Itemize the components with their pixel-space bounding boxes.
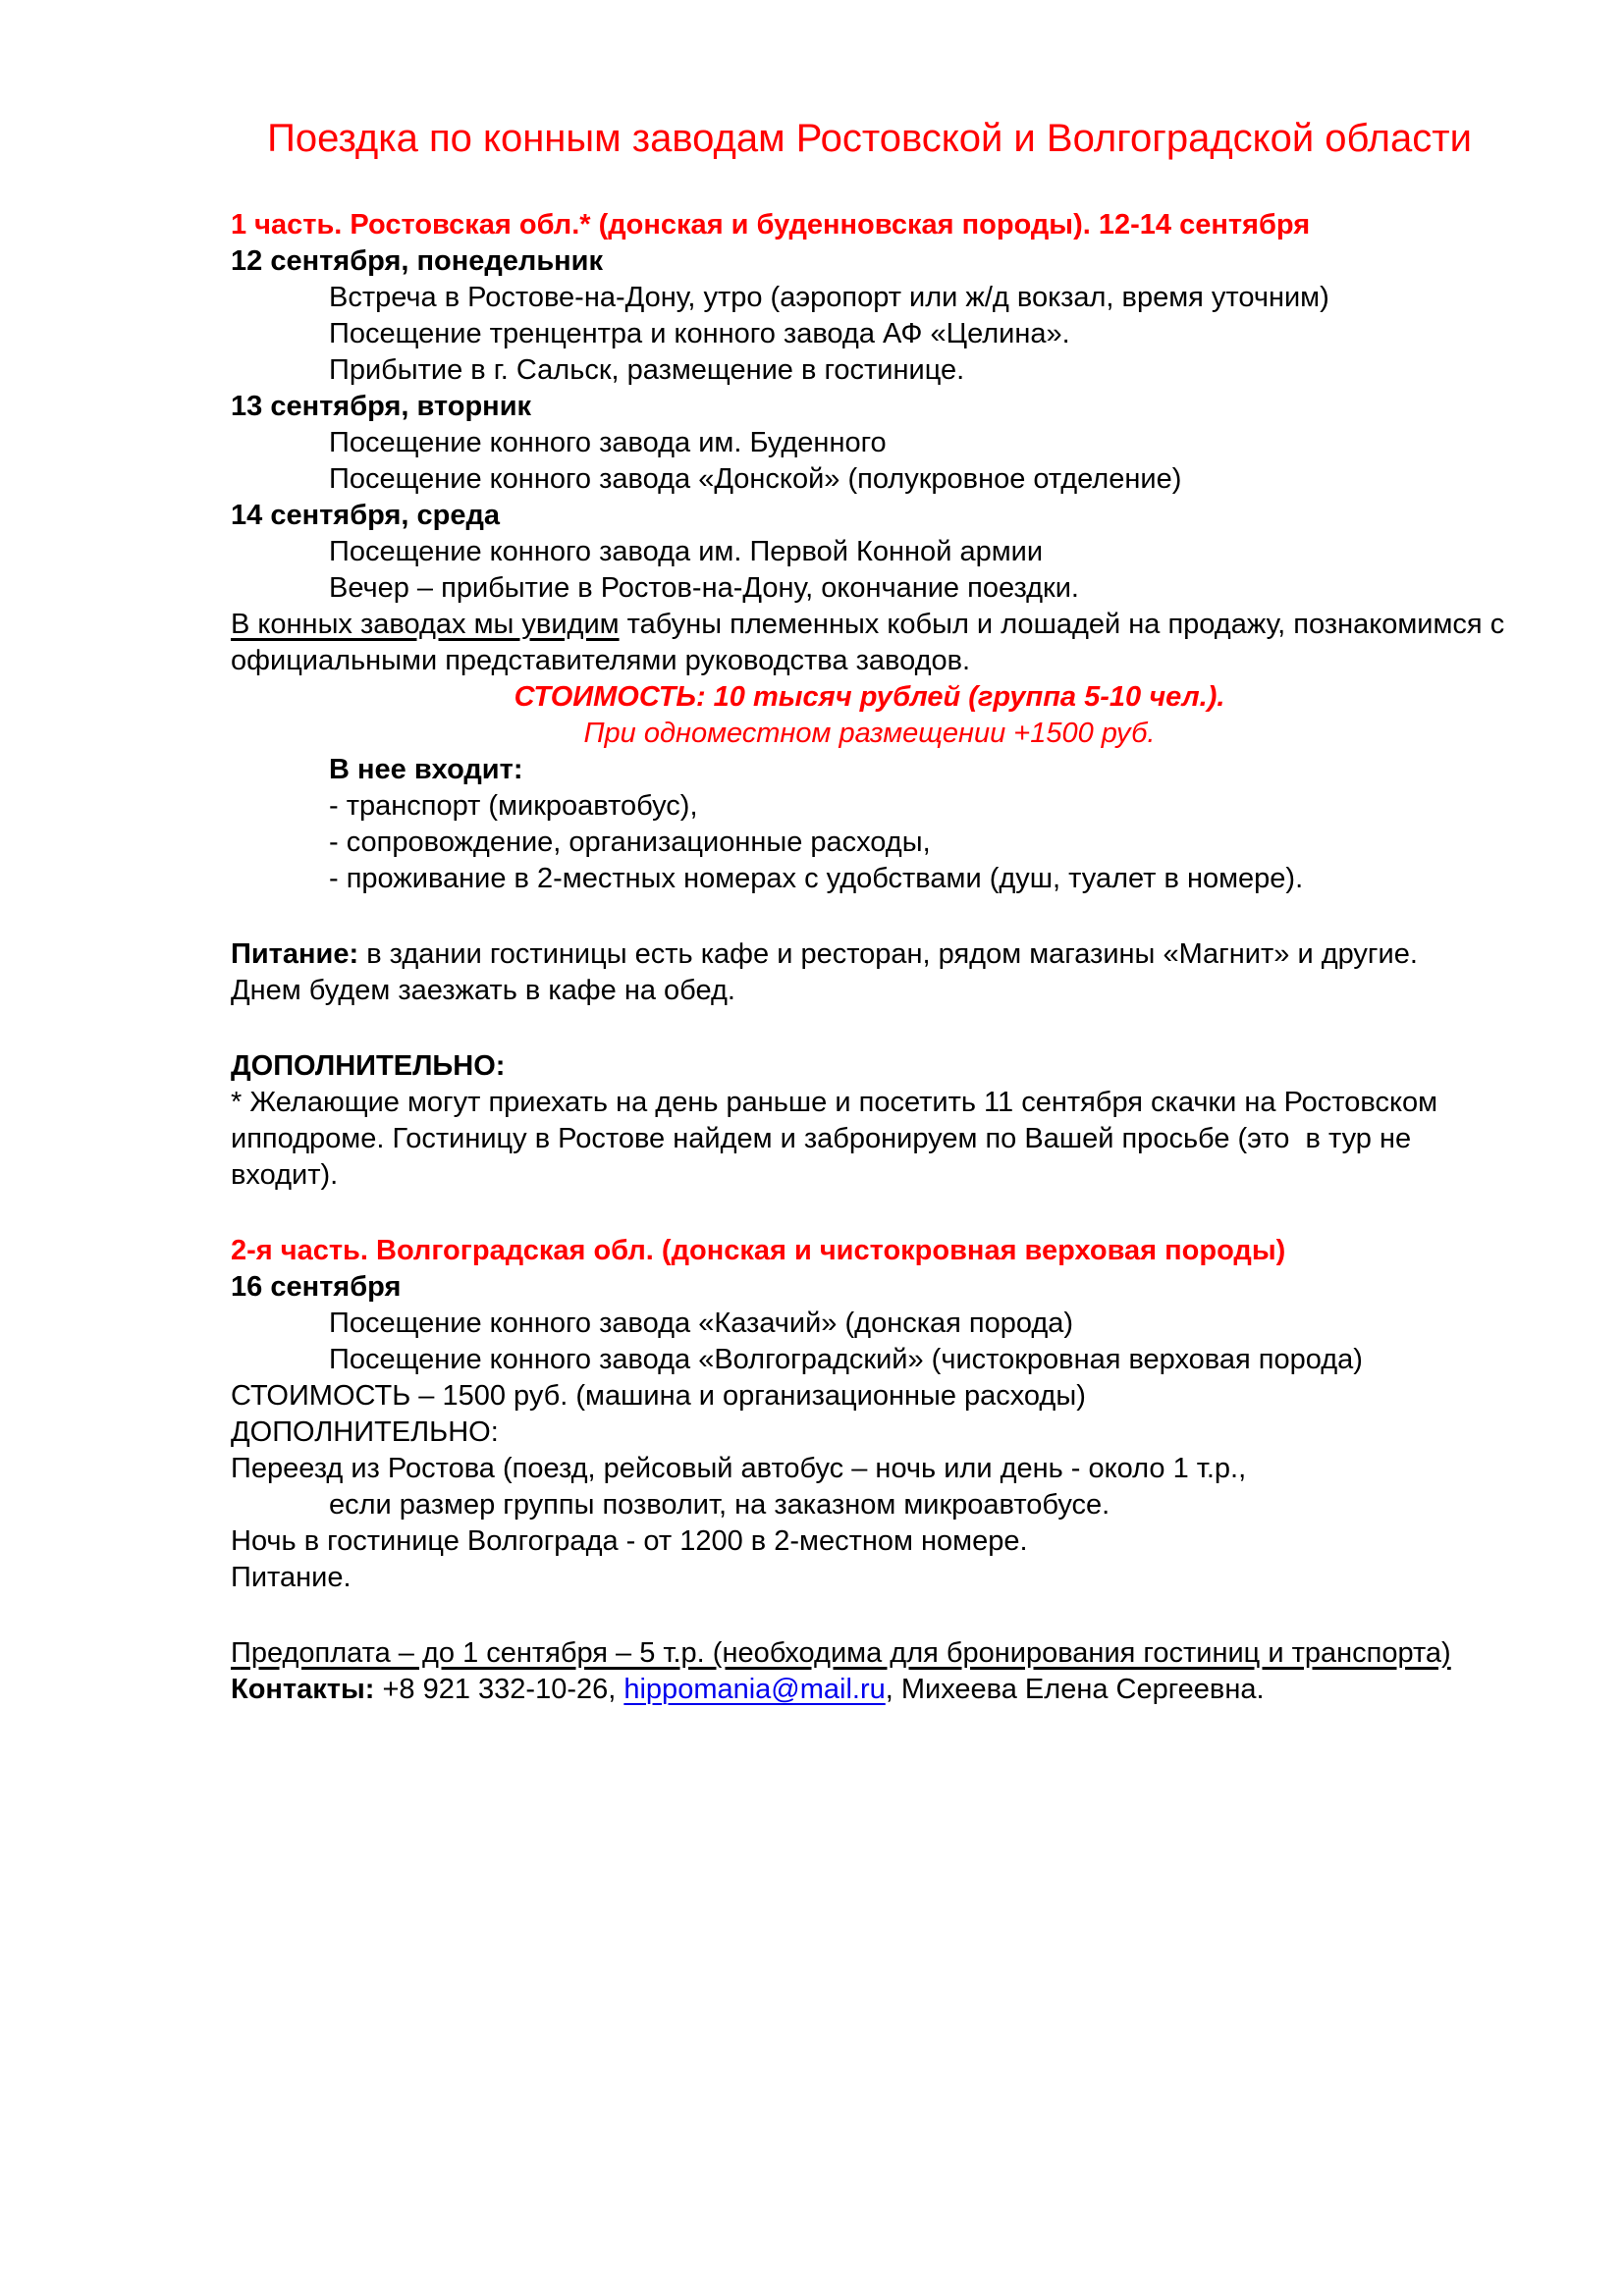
itinerary-item: Посещение конного завода им. Буденного bbox=[329, 427, 887, 458]
part2-transfer-line1: Переезд из Ростова (поезд, рейсовый автобус – ночь или день - около 1 т.р., bbox=[231, 1453, 1247, 1484]
email-link[interactable]: hippomania@mail.ru bbox=[623, 1674, 886, 1705]
part1-day3-heading: 14 сентября, среда bbox=[231, 500, 500, 531]
spacer bbox=[231, 897, 1508, 936]
spacer bbox=[231, 1194, 1508, 1233]
includes-item: - проживание в 2-местных номерах с удобствами (душ, туалет в номере). bbox=[329, 863, 1304, 894]
itinerary-item: Прибытие в г. Сальск, размещение в гостинице. bbox=[329, 354, 965, 386]
summary-underlined-phrase: В конных заводах мы увидим bbox=[231, 609, 620, 640]
part1-additional-line1: * Желающие могут приехать на день раньше и посетить 11 сентября скачки на Ростовском bbox=[231, 1087, 1438, 1118]
includes-heading: В нее входит: bbox=[329, 754, 523, 785]
itinerary-item: Посещение конного завода «Донской» (полукровное отделение) bbox=[329, 463, 1182, 495]
contacts-label: Контакты: bbox=[231, 1674, 375, 1705]
itinerary-item: Встреча в Ростове-на-Дону, утро (аэропорт или ж/д вокзал, время уточним) bbox=[329, 282, 1329, 313]
includes-item: - сопровождение, организационные расходы, bbox=[329, 827, 931, 858]
summary-line1-rest: табуны племенных кобыл и лошадей на продажу, познакомимся с bbox=[619, 609, 1505, 640]
part2-price: СТОИМОСТЬ – 1500 руб. (машина и организационные расходы) bbox=[231, 1380, 1086, 1412]
part1-day1-heading: 12 сентября, понедельник bbox=[231, 245, 604, 277]
contacts-rest: , Михеева Елена Сергеевна. bbox=[885, 1674, 1265, 1705]
part1-additional-line2: ипподроме. Гостиницу в Ростове найдем и забронируем по Вашей просьбе (это в тур не входит). bbox=[231, 1123, 1420, 1191]
contacts-line bbox=[231, 1672, 1508, 1708]
itinerary-item: Посещение конного завода «Волгоградский» (чистокровная верховая порода) bbox=[329, 1344, 1363, 1375]
meals-line1 bbox=[231, 936, 1508, 973]
part1-price-line1: СТОИМОСТЬ: 10 тысяч рублей (группа 5-10 чел.). bbox=[514, 681, 1225, 713]
includes-item: - транспорт (микроавтобус), bbox=[329, 790, 698, 822]
part2-day-heading: 16 сентября bbox=[231, 1271, 402, 1303]
itinerary-item: Посещение тренцентра и конного завода АФ «Целина». bbox=[329, 318, 1070, 349]
part2-transfer-line2: если размер группы позволит, на заказном микроавтобусе. bbox=[329, 1489, 1110, 1521]
part1-heading: 1 часть. Ростовская обл.* (донская и буденновская породы). 12-14 сентября bbox=[231, 209, 1311, 240]
part1-additional-heading: ДОПОЛНИТЕЛЬНО: bbox=[231, 1050, 506, 1082]
part1-day2-heading: 13 сентября, вторник bbox=[231, 391, 532, 422]
part2-meals: Питание. bbox=[231, 1562, 352, 1593]
contacts-phone: +8 921 332-10-26, bbox=[374, 1674, 624, 1705]
itinerary-item: Посещение конного завода им. Первой Конной армии bbox=[329, 536, 1044, 567]
spacer bbox=[231, 1596, 1508, 1635]
document-title: Поездка по конным заводам Ростовской и Волгоградской области bbox=[267, 117, 1472, 160]
summary-line2: официальными представителями руководства заводов. bbox=[231, 645, 971, 676]
itinerary-item: Посещение конного завода «Казачий» (донская порода) bbox=[329, 1308, 1074, 1339]
meals-line2: Днем будем заезжать в кафе на обед. bbox=[231, 975, 735, 1006]
part2-hotel: Ночь в гостинице Волгограда - от 1200 в 2-местном номере. bbox=[231, 1525, 1028, 1557]
part2-heading: 2-я часть. Волгоградская обл. (донская и чистокровная верховая породы) bbox=[231, 1235, 1286, 1266]
summary-line1 bbox=[231, 607, 1508, 643]
part2-additional-heading: ДОПОЛНИТЕЛЬНО: bbox=[231, 1416, 499, 1448]
itinerary-item: Вечер – прибытие в Ростов-на-Дону, окончание поездки. bbox=[329, 572, 1079, 604]
part1-price-line2: При одноместном размещении +1500 руб. bbox=[583, 718, 1156, 749]
spacer bbox=[231, 1009, 1508, 1048]
prepayment-line: Предоплата – до 1 сентября – 5 т.р. (необходима для бронирования гостиниц и транспорта) bbox=[231, 1637, 1451, 1669]
meals-label: Питание: bbox=[231, 938, 359, 970]
meals-text: в здании гостиницы есть кафе и ресторан, рядом магазины «Магнит» и другие. bbox=[358, 938, 1418, 970]
